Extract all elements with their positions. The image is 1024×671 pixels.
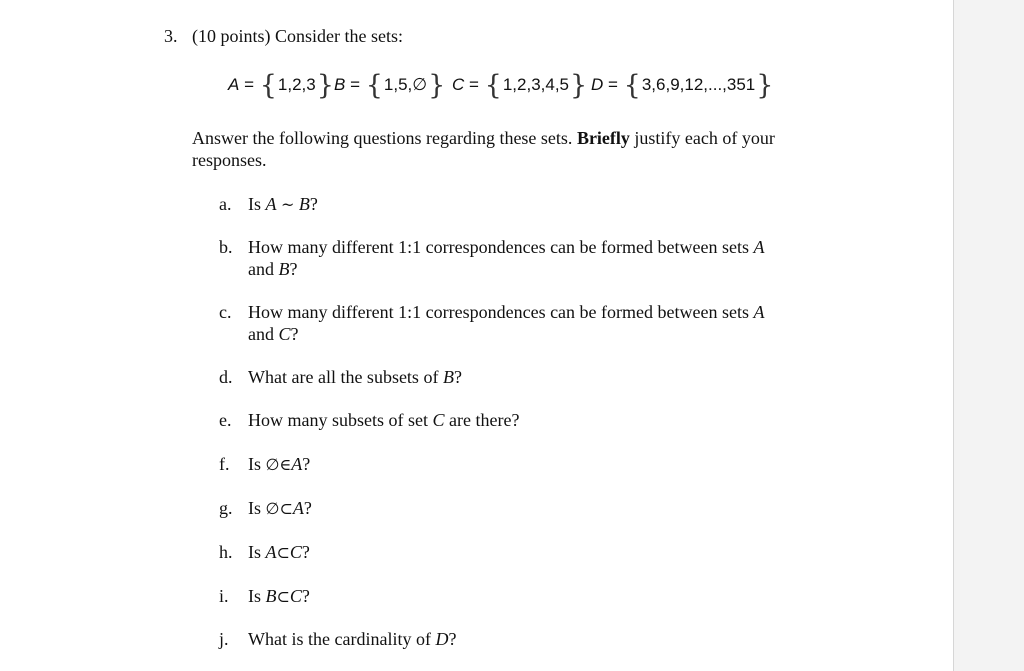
part-b-label: b. bbox=[219, 237, 233, 257]
part-a-text: Is A ~ B? bbox=[248, 194, 318, 214]
part-j-text: What is the cardinality of D? bbox=[248, 629, 457, 649]
set-definitions bbox=[0, 70, 953, 106]
emphasis-briefly: Briefly bbox=[576, 128, 630, 148]
part-h-text: Is A⊂C? bbox=[248, 542, 310, 562]
set-c-definition: C = {1,2,3,4,5} bbox=[452, 70, 588, 101]
part-a-label: a. bbox=[219, 194, 232, 214]
right-margin-panel bbox=[953, 0, 1024, 671]
part-e-label: e. bbox=[219, 410, 232, 430]
part-c-label: c. bbox=[219, 302, 232, 322]
part-i-text: Is B⊂C? bbox=[248, 586, 310, 606]
instructions: Answer the following questions regarding these sets. Briefly justify each of your responses. bbox=[192, 128, 775, 170]
question-number: 3. bbox=[164, 26, 178, 46]
part-i-label: i. bbox=[219, 586, 229, 606]
part-g-text: Is ∅⊂A? bbox=[248, 498, 312, 518]
set-d-definition: D = {3,6,9,12,...,351} bbox=[591, 70, 774, 101]
set-a-definition: A = {1,2,3} bbox=[228, 70, 334, 101]
part-g-label: g. bbox=[219, 498, 233, 518]
part-c-text: How many different 1:1 correspondences can be formed between sets A and C? bbox=[248, 302, 765, 344]
part-d-text: What are all the subsets of B? bbox=[248, 367, 462, 387]
part-e-text: How many subsets of set C are there? bbox=[248, 410, 520, 430]
part-j-label: j. bbox=[219, 629, 229, 649]
part-f-label: f. bbox=[219, 454, 230, 474]
question-title: (10 points) Consider the sets: bbox=[192, 26, 403, 46]
part-b-text: How many different 1:1 correspondences can be formed between sets A and B? bbox=[248, 237, 765, 279]
part-f-text: Is ∅∈A? bbox=[248, 454, 311, 474]
part-d-label: d. bbox=[219, 367, 233, 387]
part-h-label: h. bbox=[219, 542, 233, 562]
set-b-definition: B = {1,5,∅} bbox=[334, 70, 446, 101]
